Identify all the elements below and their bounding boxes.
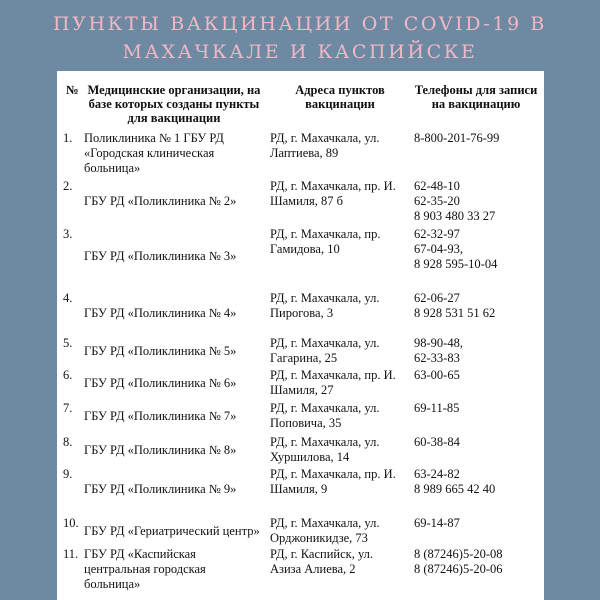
vaccination-table [57, 71, 544, 600]
phone-numbers [414, 179, 544, 224]
header-address: Адреса пунктов вакцинации [295, 83, 385, 111]
address [270, 547, 405, 577]
address-line: РД, г. Махачкала, ул. [270, 401, 380, 415]
header-number: № [66, 83, 79, 97]
header-phone: Телефоны для записи на вакцинацию [414, 83, 538, 111]
row-number: 5. [63, 336, 73, 350]
organization-name [84, 524, 274, 539]
address-line: РД, г. Каспийск, ул. [270, 547, 374, 561]
address-line: РД, г. Махачкала, пр. [270, 227, 381, 241]
phone-numbers-line: 8 903 480 33 27 [414, 209, 496, 223]
organization-name-line: ГБУ РД «Поликлиника № 4» [84, 306, 237, 320]
phone-numbers-line: 63-00-65 [414, 368, 460, 382]
address-line: РД, г. Махачкала, ул. [270, 516, 380, 530]
address-line: Орджоникидзе, 73 [270, 531, 368, 545]
address-line: РД, г. Махачкала, пр. И. [270, 467, 396, 481]
organization-name-line: «Городская клиническая [84, 146, 215, 160]
address [270, 179, 405, 209]
address [270, 368, 405, 398]
row-number: 10. [63, 516, 79, 530]
organization-name-line: ГБУ РД «Поликлиника № 3» [84, 249, 237, 263]
phone-numbers [414, 401, 544, 416]
phone-numbers-line: 62-06-27 [414, 291, 460, 305]
address [270, 291, 405, 321]
row-number: 7. [63, 401, 73, 415]
address-line: РД, г. Махачкала, ул. [270, 131, 380, 145]
row-number: 11. [63, 547, 79, 561]
address-line: Поповича, 35 [270, 416, 342, 430]
row-number: 9. [63, 467, 73, 481]
phone-numbers [414, 291, 544, 321]
row-number: 4. [63, 291, 73, 305]
organization-name-line: ГБУ РД «Поликлиника № 6» [84, 376, 237, 390]
phone-numbers-line: 67-04-93, [414, 242, 463, 256]
phone-numbers [414, 516, 544, 531]
phone-numbers [414, 368, 544, 383]
row-number: 2. [63, 179, 73, 193]
address-line: Хуршилова, 14 [270, 450, 350, 464]
phone-numbers-line: 8 (87246)5-20-08 [414, 547, 503, 561]
address [270, 336, 405, 366]
address-line: Гагарина, 25 [270, 351, 338, 365]
phone-numbers-line: 8 (87246)5-20-06 [414, 562, 503, 576]
organization-name-line: центральная городская [84, 562, 206, 576]
address-line: Гамидова, 10 [270, 242, 340, 256]
address [270, 467, 405, 497]
address [270, 401, 405, 431]
phone-numbers [414, 131, 544, 146]
address-line: РД, г. Махачкала, пр. И. [270, 368, 396, 382]
phone-numbers-line: 8 928 531 51 62 [414, 306, 496, 320]
organization-name [84, 547, 274, 592]
address [270, 227, 405, 257]
organization-name [84, 482, 274, 497]
address-line: РД, г. Махачкала, пр. И. [270, 179, 396, 193]
address [270, 516, 405, 546]
phone-numbers-line: 8-800-201-76-99 [414, 131, 500, 145]
phone-numbers-line: 62-33-83 [414, 351, 460, 365]
phone-numbers-line: 62-48-10 [414, 179, 460, 193]
address-line: РД, г. Махачкала, ул. [270, 435, 380, 449]
phone-numbers-line: 62-35-20 [414, 194, 460, 208]
organization-name [84, 194, 274, 209]
organization-name [84, 249, 274, 264]
phone-numbers-line: 8 928 595-10-04 [414, 257, 498, 271]
header-organization: Медицинские организации, на базе которых созданы пункты для вакцинации [87, 83, 261, 125]
organization-name-line: ГБУ РД «Поликлиника № 8» [84, 443, 237, 457]
phone-numbers-line: 62-32-97 [414, 227, 460, 241]
row-number: 1. [63, 131, 73, 145]
phone-numbers [414, 227, 544, 272]
row-number: 8. [63, 435, 73, 449]
organization-name-line: ГБУ РД «Гериатрический центр» [84, 524, 260, 538]
phone-numbers-line: 69-14-87 [414, 516, 460, 530]
phone-numbers-line: 69-11-85 [414, 401, 460, 415]
row-number: 3. [63, 227, 73, 241]
address-line: РД, г. Махачкала, ул. [270, 336, 380, 350]
address-line: Шамиля, 87 б [270, 194, 343, 208]
address [270, 435, 405, 465]
phone-numbers [414, 336, 544, 366]
address-line: Азиза Алиева, 2 [270, 562, 356, 576]
address [270, 131, 405, 161]
address-line: Лаптиева, 89 [270, 146, 339, 160]
organization-name-line: ГБУ РД «Поликлиника № 9» [84, 482, 237, 496]
organization-name [84, 443, 274, 458]
address-line: Шамиля, 9 [270, 482, 328, 496]
address-line: Пирогова, 3 [270, 306, 334, 320]
phone-numbers-line: 8 989 665 42 40 [414, 482, 496, 496]
organization-name [84, 344, 274, 359]
phone-numbers-line: 60-38-84 [414, 435, 460, 449]
organization-name-line: ГБУ РД «Поликлиника № 2» [84, 194, 237, 208]
phone-numbers [414, 547, 544, 577]
organization-name-line: больница» [84, 161, 141, 175]
organization-name [84, 376, 274, 391]
page-title: ПУНКТЫ ВАКЦИНАЦИИ ОТ COVID-19 В МАХАЧКАЛЕ И КАСПИЙСКЕ [53, 13, 547, 63]
phone-numbers [414, 435, 544, 450]
row-number: 6. [63, 368, 73, 382]
organization-name-line: ГБУ РД «Поликлиника № 5» [84, 344, 237, 358]
organization-name [84, 409, 274, 424]
organization-name-line: Поликлиника № 1 ГБУ РД [84, 131, 224, 145]
organization-name [84, 131, 274, 176]
phone-numbers-line: 63-24-82 [414, 467, 460, 481]
phone-numbers-line: 98-90-48, [414, 336, 463, 350]
organization-name-line: ГБУ РД «Каспийская [84, 547, 196, 561]
organization-name-line: ГБУ РД «Поликлиника № 7» [84, 409, 237, 423]
organization-name [84, 306, 274, 321]
organization-name-line: больница» [84, 577, 141, 591]
address-line: Шамиля, 27 [270, 383, 334, 397]
phone-numbers [414, 467, 544, 497]
address-line: РД, г. Махачкала, ул. [270, 291, 380, 305]
